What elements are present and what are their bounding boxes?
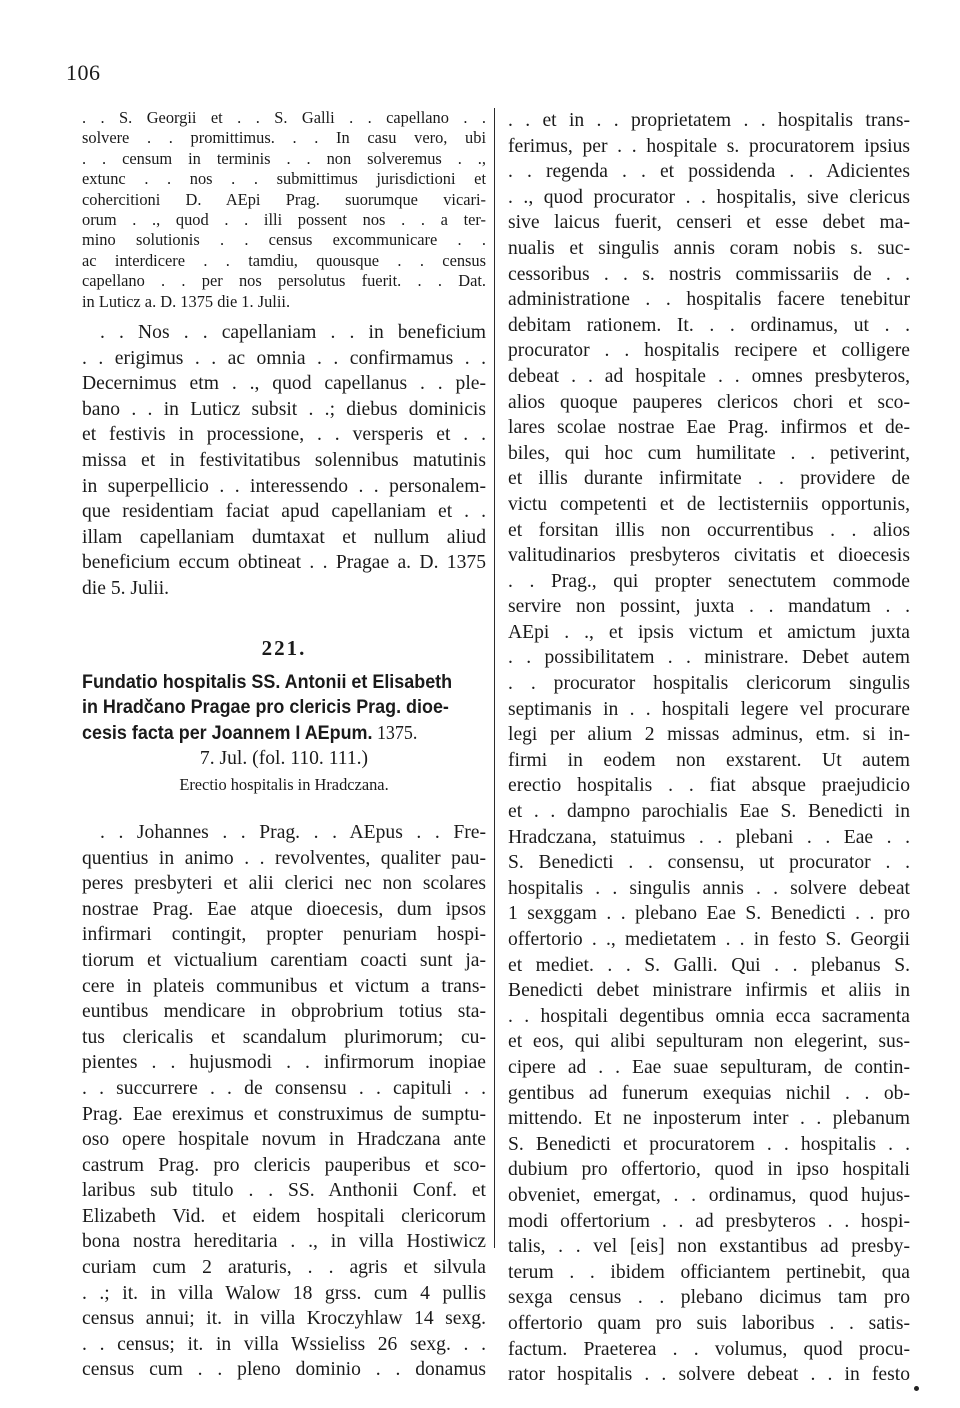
text-line: Prag. Eae ereximus et construximus de sumptu- <box>82 1103 486 1125</box>
text-line: factum. Praeterea . . volumus, quod procu- <box>508 1338 910 1360</box>
text-line: dubium pro offertorio, quod in ipso hospitali <box>508 1159 910 1181</box>
text-line: cere in plateis communibus et victum a trans- <box>82 975 486 997</box>
text-line: . . regenda . . et possidenda . . Adicientes <box>508 161 910 183</box>
text-line: . . Prag., qui propter senectutem commode <box>508 570 910 592</box>
text-line: capellano . . per nos persolutus fuerit. . . Dat. <box>82 271 486 291</box>
text-line: S. Benedicti et procuratorem . . hospitalis . . <box>508 1133 910 1155</box>
text-line: offertorio quam pro suis laboribus . . satis- <box>508 1312 910 1334</box>
text-line: biles, qui hoc cum humilitate . . petiverint, <box>508 442 910 464</box>
text-line: Decernimus etm . ., quod capellanus . . ple- <box>82 373 486 395</box>
text-line: sive laicus fuerit, censeri et esse debet ma- <box>508 212 910 234</box>
text-line: et eos, qui alibi sepulturam non elegerint, sus- <box>508 1031 910 1053</box>
text-line: gentibus ad funerum exequias nichil . . ob- <box>508 1082 910 1104</box>
text-line: . . succurrere . . de consensu . . capituli . . <box>82 1077 486 1099</box>
text-line: castrum Prag. pro clericis pauperibus et sco- <box>82 1154 486 1176</box>
text-line: nostrae Prag. Eae atque dioecesis, dum ipsos <box>82 898 486 920</box>
text-line: AEpi . ., et ipsis victum et amictum juxta <box>508 621 910 643</box>
text-line: . . census; it. in villa Wssieliss 26 sexg. . . <box>82 1333 486 1355</box>
title-reference: 7. Jul. (fol. 110. 111.) <box>199 748 369 770</box>
text-line: laribus sub titulo . . SS. Anthonii Conf. et <box>82 1180 486 1202</box>
text-line: terum . . ibidem officiantem pertinebit, qua <box>508 1261 910 1283</box>
left-column <box>82 108 486 1383</box>
text-line: legi per alium 2 missas adminus, etm. si in- <box>508 724 910 746</box>
text-line: ferimus, per . . hospitale s. procuratorem ipsius <box>508 135 910 157</box>
text-line: que residentiam faciat apud capellaniam et . . <box>82 501 486 523</box>
text-line: talis, . . vel [eis] non exstantibus ad presby- <box>508 1236 910 1258</box>
text-line: victu competenti et de lectisterniis opportunis, <box>508 493 910 515</box>
text-line: septimanis in . . hospitali legere vel procurare <box>508 698 910 720</box>
text-line: . . procurator hospitalis clericorum singulis <box>508 673 910 695</box>
text-line: sexga census . . plebano dicimus tam pro <box>508 1287 910 1309</box>
text-line: in Luticz a. D. 1375 die 1. Julii. <box>82 291 291 311</box>
text-line: orum . ., quod . . illi possent nos . . a ter- <box>82 210 486 230</box>
page-number: 106 <box>66 60 101 85</box>
text-line: peres presbyteri et alii clerici nec non scolares <box>82 873 486 895</box>
text-line: cipere ad . . Eae suae sepulturam, de contin- <box>508 1056 910 1078</box>
text-line: euntibus mendicare in obprobrium totius sta- <box>82 1001 486 1023</box>
text-line: Benedicti debet ministrare infirmis et aliis in <box>508 980 910 1002</box>
subheading: Erectio hospitalis in Hradczana. <box>179 774 389 794</box>
text-line: alios quoque pauperes clericos chori et sco- <box>508 391 910 413</box>
text-line: et mediet. . . S. Galli. Qui . . plebanus S. <box>508 954 910 976</box>
text-line: valitudinarios presbyteros civitatis et dioecesis <box>508 545 910 567</box>
text-line: illam capellaniam dumtaxat et nullum aliud <box>82 526 486 548</box>
text-line: . . Johannes . . Prag. . . AEpus . . Fre- <box>100 821 486 843</box>
text-line: curiam cum 2 araturis, . . agris et silvula <box>82 1257 486 1279</box>
text-line: firmi in eodem non exstarent. Ut autem <box>508 749 910 771</box>
text-line: ac interdicere . . tamdiu, quousque . . census <box>82 250 486 270</box>
text-line: extunc . . nos . . submittimus jurisdictioni et <box>82 169 486 189</box>
paragraph-charter <box>82 820 486 1383</box>
text-line: . ., quod procurator . . hospitalis, sive clericus <box>508 186 910 208</box>
text-line: rator hospitalis . . solvere debeat . . in festo <box>508 1364 910 1386</box>
text-line: . . S. Georgii et . . S. Galli . . capellano . . <box>82 108 486 127</box>
text-line: missa et in festivitatibus solennibus matutinis <box>82 450 486 472</box>
text-line: nualis et singulis annis coram nobis s. suc- <box>508 237 910 259</box>
text-line: . .; it. in villa Walow 18 grss. cum 4 pullis <box>82 1282 486 1304</box>
text-line: bona nostra hereditaria . ., in villa Hostiwicz <box>82 1231 486 1253</box>
title-line: in Hradčano Pragae pro clericis Prag. dioe- <box>82 696 449 719</box>
text-line: Elizabeth Vid. et eidem hospitali clericorum <box>82 1205 486 1227</box>
text-line: . . Nos . . capellaniam . . in beneficium <box>100 322 486 344</box>
text-line: 1 sexggam . . plebano Eae S. Benedicti . . pro <box>508 903 910 925</box>
text-line: . . possibilitatem . . ministrare. Debet autem <box>508 647 910 669</box>
text-line: modi offertorium . . ad presbyteros . . hospi- <box>508 1210 910 1232</box>
paragraph-small <box>82 108 486 312</box>
text-line: mino solutionis . . census excommunicare . . <box>82 230 486 250</box>
text-line: procurator . . hospitalis recipere et colligere <box>508 340 910 362</box>
text-line: . . erigimus . . ac omnia . . confirmamus . . <box>82 347 486 369</box>
text-line: oso opere hospitale novum in Hradczana ante <box>82 1129 486 1151</box>
text-line: census cum . . pleno dominio . . donamus <box>82 1359 486 1381</box>
text-line: et . . dampno parochialis Eae S. Benedicti in <box>508 801 910 823</box>
text-line: . . et in . . proprietatem . . hospitalis trans- <box>508 110 910 131</box>
text-line: mittendo. Et ne inposterum inter . . plebanum <box>508 1108 910 1130</box>
text-line: in superpellicio . . interessendo . . personalem- <box>82 475 486 497</box>
text-line: . . censum in terminis . . non solveremus . ., <box>82 148 486 168</box>
text-line: debeat . . ad hospitale . . omnes presbyteros, <box>508 365 910 387</box>
title-line: cesis facta per Joannem I AEpum. <box>82 721 373 744</box>
text-line: . . hospitali degentibus omnia ecca sacramenta <box>508 1005 910 1027</box>
paragraph-main <box>82 320 486 602</box>
text-line: Hradczana, statuimus . . plebani . . Eae . . <box>508 826 910 848</box>
text-line: S. Benedicti . . consensu, ut procurator . . <box>508 852 910 874</box>
document-number: 221. <box>261 635 307 660</box>
text-line: obveniet, emergat, . . ordinamus, quod hujus- <box>508 1184 910 1206</box>
text-line: pientes . . hujusmodi . . infirmorum inopiae <box>82 1052 486 1074</box>
title-line: Fundatio hospitalis SS. Antonii et Elisabeth <box>82 670 453 693</box>
document-title <box>82 670 487 747</box>
text-line: administratione . . hospitalis facere tenebitur <box>508 289 910 311</box>
text-line: hospitalis . . singulis annis . . solvere debeat <box>508 877 910 899</box>
text-line: erectio hospitalis . . fiat absque praejudicio <box>508 775 910 797</box>
text-line: et forsitan illis non occurrentibus . . alios <box>508 519 910 541</box>
text-line: lares scolae nostrae Eae Prag. infirmos et de- <box>508 417 910 439</box>
ink-dot <box>914 1386 919 1391</box>
text-line: bano . . in Luticz subsit . .; diebus dominicis <box>82 398 486 420</box>
text-line: cessoribus . . s. nostris commissariis de . . <box>508 263 910 285</box>
text-line: tiorum et victualium carentiam coacti sunt ja- <box>82 949 486 971</box>
text-line: servire non possint, juxta . . mandatum . . <box>508 596 910 618</box>
text-line: beneficium eccum obtineat . . Pragae a. D. 1375 <box>82 552 486 574</box>
text-line: census annui; it. in villa Kroczyhlaw 14 sexg. <box>82 1308 486 1330</box>
text-line: solvere . . promittimus. . . In casu vero, ubi <box>82 128 486 148</box>
title-year: 1375. <box>372 722 418 744</box>
text-line: tus clericalis et scandalum plurimorum; cu- <box>82 1026 486 1048</box>
text-line: debitam rationem. It. . . ordinamus, ut . . <box>508 314 910 336</box>
column-divider <box>494 108 495 1248</box>
right-column <box>508 108 910 1388</box>
text-line: et illis durante infirmitate . . providere de <box>508 468 910 490</box>
text-line: infirmari contingit, propter penuriam hospi- <box>82 924 486 946</box>
text-line: et festivis in processione, . . versperis et . . <box>82 424 486 446</box>
text-line: cohercitioni D. AEpi Prag. suorumque vicari- <box>82 189 486 209</box>
text-line: die 5. Julii. <box>82 578 170 599</box>
text-line: offertorio . ., medietatem . . in festo S. Georgii <box>508 929 910 950</box>
text-line: quentius in animo . . revolventes, qualiter pau- <box>82 847 486 869</box>
